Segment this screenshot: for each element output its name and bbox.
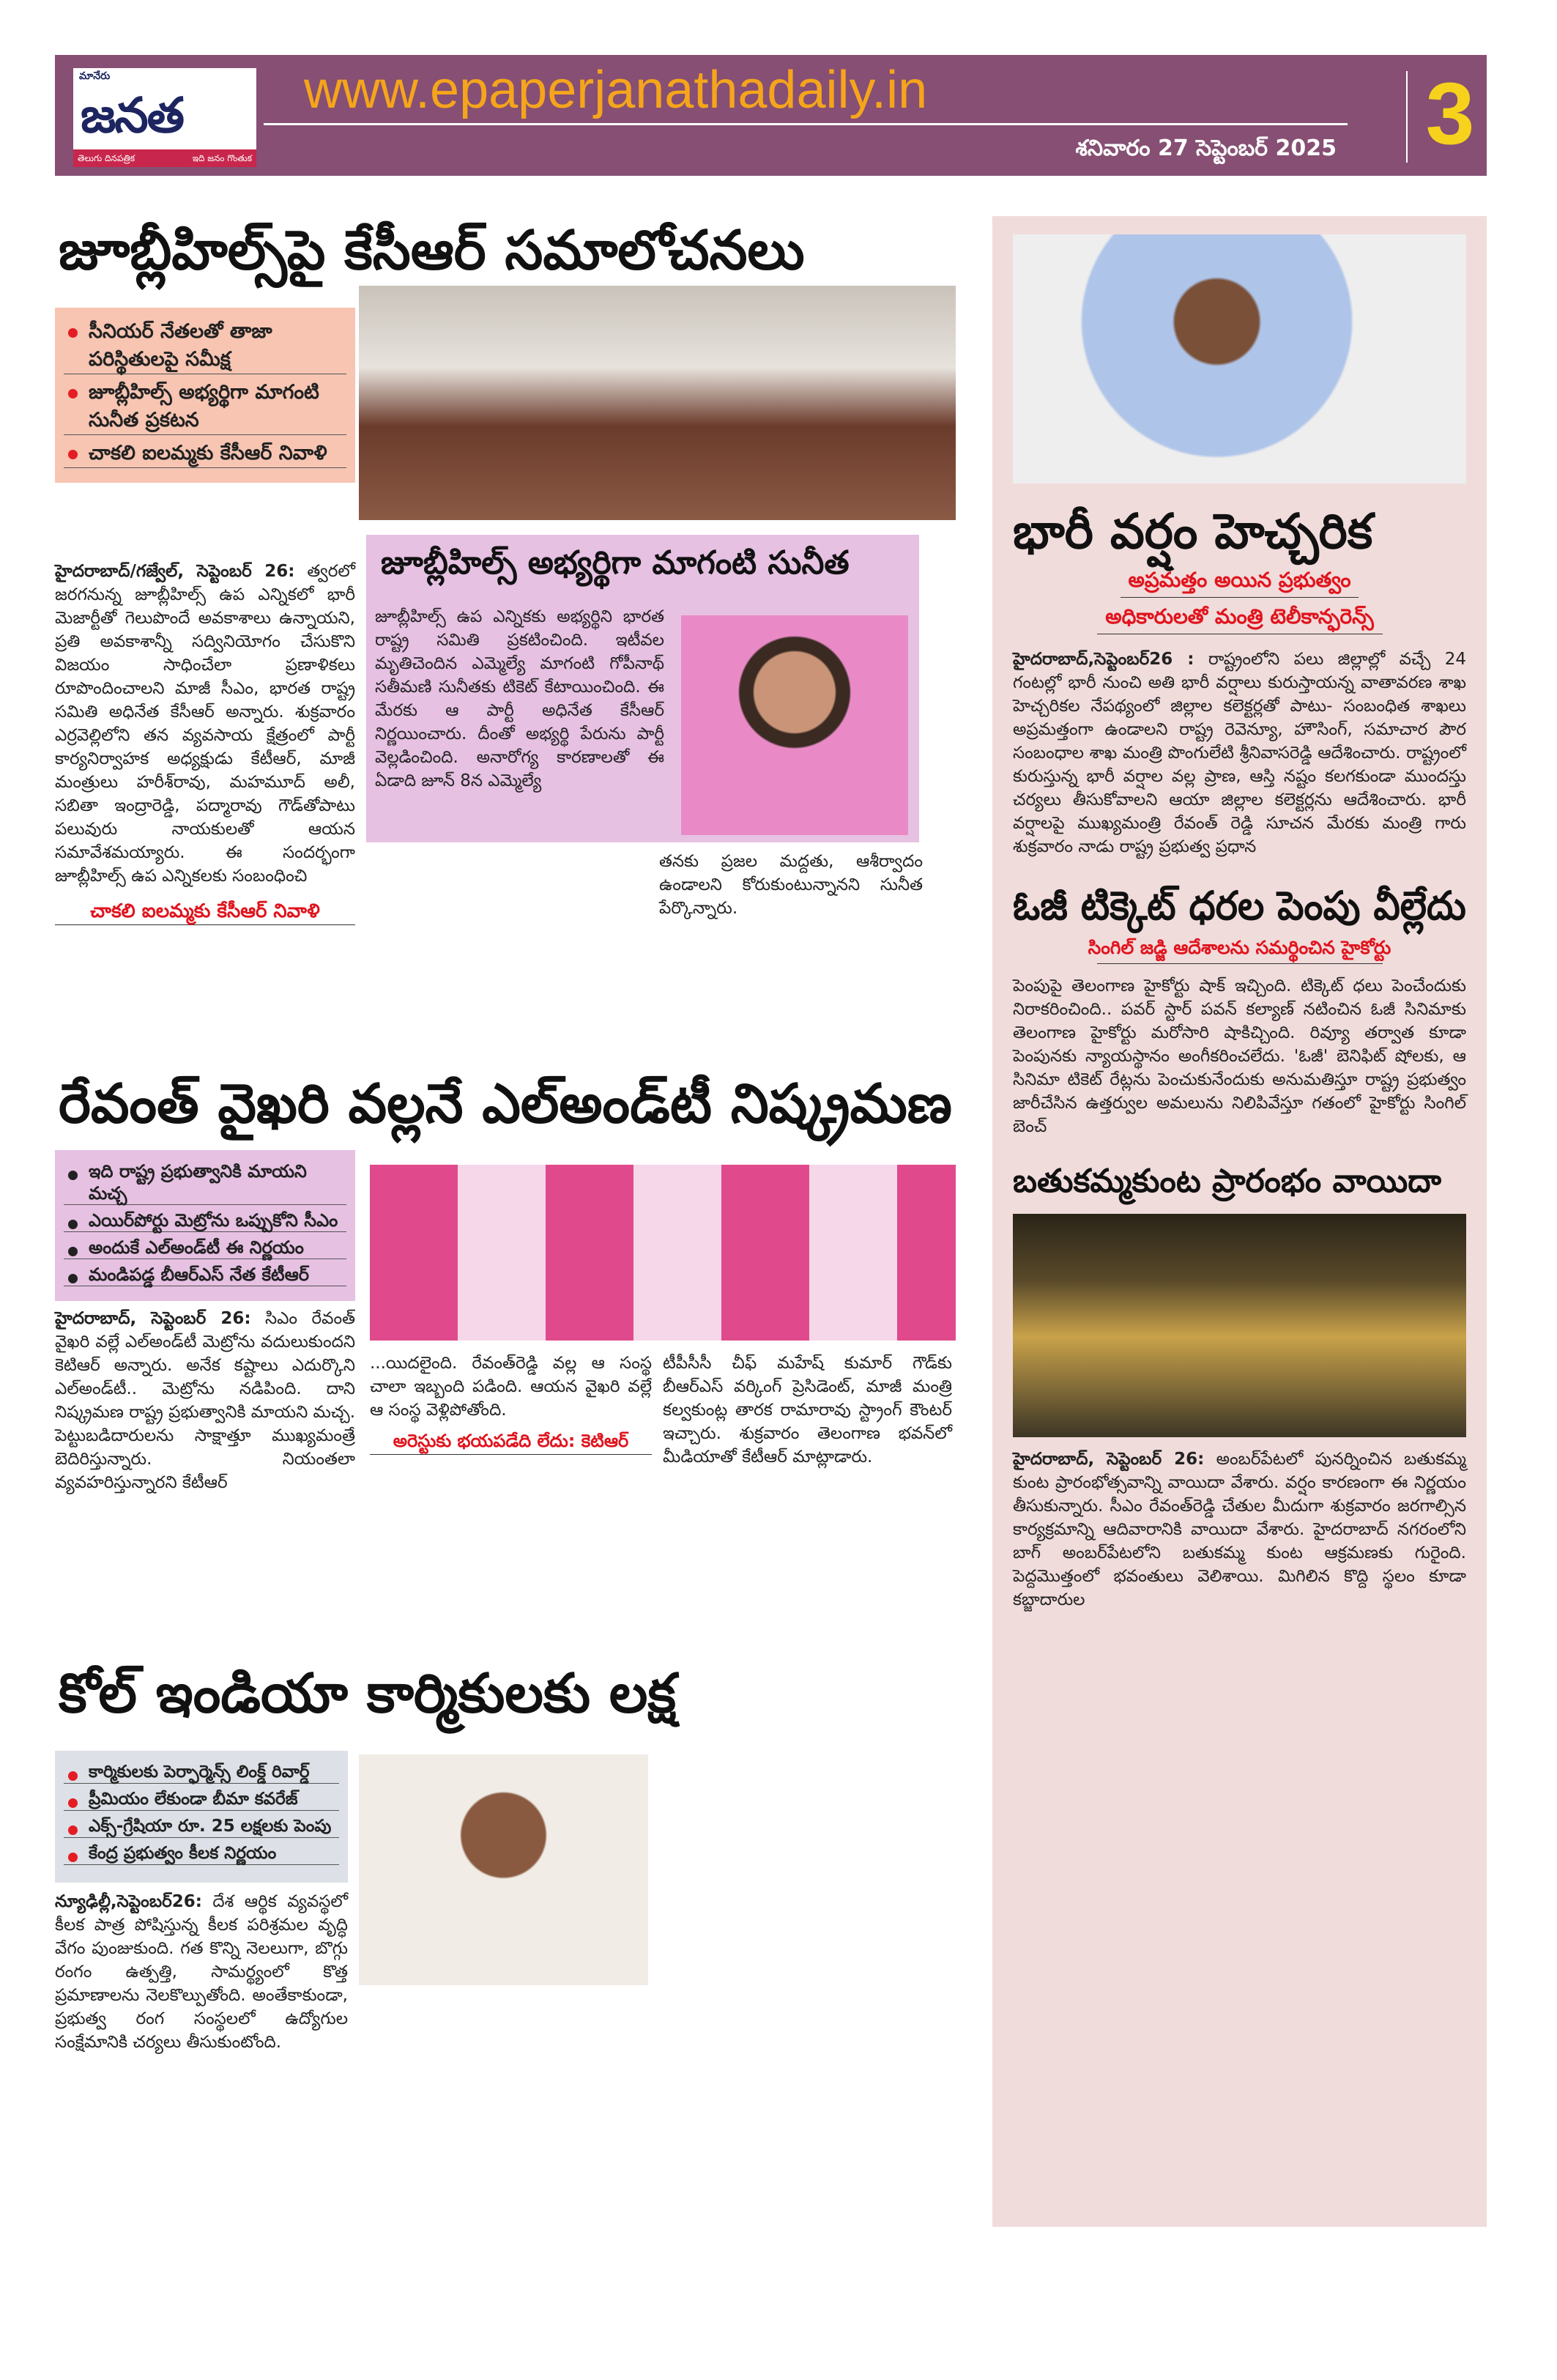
story4-column (55, 1751, 348, 2054)
newspaper-logo (73, 68, 256, 167)
ktr-press-meet-photo (370, 1165, 956, 1341)
story3-middle-column (370, 1352, 652, 1455)
story7-text: అంబర్‌పేటలో పునర్నించిన బతుకమ్మ కుంట ప్రారంభోత్సవాన్ని వాయిదా వేశారు. వర్షం కారణంగా ఈ నిర్ణయం తీసుకున్నారు. సీఎం రేవంత్‌రెడ్డి చేతుల మీదుగా శుక్రవారం జరగాల్సిన కార్యక్రమాన్ని ఆదివారానికి వాయిదా వేశారు. హైదరాబాద్ నగరంలోని బాగ్ అంబర్‌పేటలోని బతుకమ్మ కుంట ఆక్రమణకు గురైంది. పెద్దమొత్తంలో భవంతులు వెలిశాయి. మిగిలిన కొద్ది స్థలం కూడా కబ్జాదారుల (1013, 1449, 1467, 1609)
divider (1121, 597, 1359, 598)
sunitha-photo (681, 615, 908, 835)
story5-subhead2: అధికారులతో మంత్రి టెలీకాన్ఫరెన్స్ (1105, 604, 1374, 629)
story5-text: రాష్ట్రంలోని పలు జిల్లాల్లో వచ్చే 24 గంటల్లో భారీ నుంచి అతి భారీ వర్షాలు కురుస్తాయన్న వాతావరణ శాఖ హెచ్చరికల నేపథ్యంలో జిల్లాల కలెక్టర్లతో పాటు- సంబంధిత శాఖలు అప్రమత్తంగా ఉండాలని రాష్ట్ర రెవెన్యూ, హౌసింగ్, సమాచార పౌర సంబంధాల శాఖ మంత్రి పొంగులేటి శ్రీనివాసరెడ్డి ఆదేశించారు. రాష్ట్రంలో కురుస్తున్న భారీ వర్షాల వల్ల ప్రాణ, ఆస్తి నష్టం కలగకుండా ముందస్తు చర్యలు తీసుకోవాలని ఆయా జిల్లాల కలెక్టర్లను ఆదేశించారు. భారీ వర్షాలపై ముఖ్యమంత్రి రేవంత్ రెడ్డి సూచన మేరకు మంత్రి గారు శుక్రవారం నాడు రాష్ట్ర ప్రభుత్వ ప్రధాన (1013, 650, 1466, 857)
masthead-vertical-divider (1406, 71, 1408, 163)
highlight-item: కేంద్ర ప్రభుత్వం కీలక నిర్ణయం (64, 1842, 339, 1865)
story3-column (55, 1150, 355, 1494)
story7-dateline: హైదరాబాద్, సెప్టెంబర్ 26: (1013, 1449, 1205, 1469)
story1-subhead: చాకలి ఐలమ్మకు కేసీఆర్ నివాళి (55, 898, 355, 925)
sunitha-box (366, 535, 919, 842)
story4-body (55, 1890, 348, 2054)
story6-subhead: సింగిల్ జడ్జి ఆదేశాలను సమర్థించిన హైకోర్టు (1088, 937, 1391, 959)
story6-body: పెంపుపై తెలంగాణ హైకోర్టు షాక్ ఇచ్చింది. టిక్కెట్ ధలు పెంచేందుకు నిరాకరించింది.. పవర్ స్టార్ పవన్ కల్యాణ్ నటించిన ఓజీ సినిమాకు తెలంగాణ హైకోర్టు మరోసారి షాకిచ్చింది. రివ్యూ తర్వాత కూడా పెంపునకు న్యాయస్థానం అంగీకరించలేదు. 'ఓజీ' బెనిఫిట్ షోలకు, ఆ సినిమా టికెట్ రేట్లను పెంచుకునేందుకు అనుమతిస్తూ రాష్ట్ర ప్రభుత్వం జారీచేసిన ఉత్తర్వుల అమలును నిలిపివేస్తూ గతంలో హైకోర్టు సింగిల్ బెంచ్ (1013, 976, 1466, 1137)
highlight-item: జూబ్లీహిల్స్ అభ్యర్థిగా మాగంటి సునీత ప్రకటన (64, 379, 346, 435)
story1-dateline: హైదరాబాద్/గజ్వేల్, సెప్టెంబర్ 26: (55, 562, 295, 581)
highlight-item: ఎక్స్-గ్రేషియా రూ. 25 లక్షలకు పెంపు (64, 1815, 339, 1838)
kcr-meeting-photo (359, 286, 956, 520)
website-url[interactable]: www.epaperjanathadaily.in (304, 61, 928, 119)
story3-text: సిఎం రేవంత్ వైఖరి వల్లే ఎల్అండ్‌టీ మెట్రోను వదులుకుందని కెటిఆర్ అన్నారు. అనేక కష్టాలు ఎదుర్కొని ఎల్అండ్‌టీ.. మెట్రోను నడిపింది. దాని నిష్క్రమణ రాష్ట్ర ప్రభుత్వానికి మాయని మచ్చ. పెట్టుబడిదారులను సాక్షాత్తూ ముఖ్యమంత్రే బెదిరిస్తున్నారు. నియంతలా వ్యవహరిస్తున్నారని కేటీఆర్ (55, 1309, 356, 1492)
highlight-item: సీనియర్ నేతలతో తాజా పరిస్థితులపై సమీక్ష (64, 318, 346, 374)
story3-dateline: హైదరాబాద్, సెప్టెంబర్ 26: (55, 1309, 251, 1328)
story4-text: దేశ ఆర్థిక వ్యవస్థలో కీలక పాత్ర పోషిస్తున్న కీలక పరిశ్రమల వృద్ధి వేగం పుంజుకుంది. గత కొన్ని నెలలుగా, బొగ్గు రంగం ఉత్పత్తి, సామర్థ్యంలో కొత్త ప్రమాణాలను నెలకొల్పుతోంది. అంతేకాకుండా, ప్రభుత్వ రంగ సంస్థలలో ఉద్యోగుల సంక్షేమానికి చర్యలు తీసుకుంటోంది. (55, 1892, 349, 2052)
masthead (55, 55, 1487, 176)
right-column (992, 216, 1487, 2227)
story2-caption: తనకు ప్రజల మద్దతు, ఆశీర్వాదం ఉండాలని కోరుకుంటున్నానని సునీత పేర్కొన్నారు. (659, 852, 923, 918)
story5-dateline: హైదరాబాద్,సెప్టెంబర్26 : (1013, 650, 1194, 670)
logo-left-tag: తెలుగు దినపత్రిక (78, 153, 135, 163)
masthead-divider (264, 123, 1348, 125)
story3-highlights (55, 1150, 355, 1301)
divider (1097, 963, 1383, 964)
logo-tagline-top: మానేరు (79, 70, 111, 82)
highlight-item: ఇది రాష్ట్ర ప్రభుత్వానికి మాయని మచ్చ (64, 1160, 346, 1205)
highlight-item: ప్రీమియం లేకుండా బీమా కవరేజ్ (64, 1788, 339, 1811)
story3-body (55, 1307, 355, 1494)
story3-body-continued: ...యిదలైంది. రేవంత్‌రెడ్డి వల్ల ఆ సంస్థ చాలా ఇబ్బంది పడింది. ఆయన వైఖరి వల్లే ఆ సంస్థ వెళ్లిపోతోంది. (370, 1354, 652, 1420)
story4-headline: కోల్ ఇండియా కార్మికులకు లక్ష (59, 1662, 676, 1725)
story5-body (1013, 648, 1466, 859)
story3-subhead: అరెస్టుకు భయపడేది లేదు: కెటిఆర్ (370, 1429, 652, 1455)
logo-right-tag: ఇది జనం గొంతుక (192, 153, 252, 163)
story1-column (55, 308, 355, 925)
story5-subhead1: అప్రమత్తం అయిన ప్రభుత్వం (1128, 567, 1351, 592)
highlight-item: కార్మికులకు పెర్ఫార్మెన్స్ లింక్డ్ రివార్డ్ (64, 1761, 339, 1784)
story4-dateline: న్యూఢిల్లీ,సెప్టెంబర్26: (55, 1892, 202, 1911)
highlight-item: ఎయిర్‌పోర్టు మెట్రోను ఒప్పుకోని సీఎం (64, 1209, 346, 1232)
story7-headline: బతుకమ్మకుంట ప్రారంభం వాయిదా (1013, 1163, 1441, 1201)
story5-headline: భారీ వర్షం హెచ్చరిక (1013, 503, 1373, 560)
logo-strip (73, 149, 256, 167)
story2-body: జూబ్లీహిల్స్ ఉప ఎన్నికకు అభ్యర్థిని భారత రాష్ట్ర సమితి ప్రకటించింది. ఇటీవల మృతిచెందిన ఎమ్మెల్యే మాగంటి గోపీనాథ్ సతీమణి సునీతకు టికెట్ కేటాయించింది. ఈ మేరకు ఆ పార్టీ అధినేత కేసీఆర్ నిర్ణయించారు. దీంతో అభ్యర్థి పేరును పార్టీ వెల్లడించింది. అనారోగ్య కారణాలతో ఈ ఏడాది జూన్ 8న ఎమ్మెల్యే (375, 607, 664, 790)
story3-body-ktr: టీపీసీసీ చీఫ్ మహేష్ కుమార్ గౌడ్‌కు బీఆర్ఎస్ వర్కింగ్ ప్రెసిడెంట్, మాజీ మంత్రి కల్వకుంట్ల తారక రామారావు స్ట్రాంగ్ కౌంటర్ ఇచ్చారు. శుక్రవారం తెలంగాణ భవన్‌లో మీడియాతో కేటీఆర్ మాట్లాడారు. (663, 1354, 952, 1467)
story6-headline: ఓజీ టిక్కెట్ ధరల పెంపు వీల్లేదు (1013, 883, 1466, 930)
story4-highlights (55, 1751, 348, 1883)
minister-phone-photo (1013, 234, 1466, 483)
page-number: 3 (1425, 64, 1475, 163)
story1-highlights (55, 308, 355, 483)
issue-date: శనివారం 27 సెప్టెంబర్ 2025 (1075, 136, 1337, 161)
bathukamma-kunta-photo (1013, 1214, 1466, 1437)
minister-photo (359, 1754, 648, 1985)
story1-headline: జూబ్లీహిల్స్‌పై కేసీఆర్ సమాలోచనలు (59, 219, 805, 282)
highlight-item: మండిపడ్డ బీఆర్ఎస్ నేత కేటీఆర్ (64, 1264, 346, 1286)
highlight-item: అందుకే ఎల్అండ్‌టీ ఈ నిర్ణయం (64, 1237, 346, 1259)
story1-text: త్వరలో జరగనున్న జూబ్లీహిల్స్ ఉప ఎన్నికలో భారీ మెజార్టీతో గెలుపొందే అవకాశాలు ఉన్నాయని, ప్రతి అవకాశాన్నీ సద్వినియోగం చేసుకొని విజయం సాధించేలా ప్రణాళికలు రూపొందించాలని మాజీ సీఎం, భారత రాష్ట్ర సమితి అధినేత కేసీఆర్ అన్నారు. శుక్రవారం ఎర్రవెల్లిలోని తన వ్యవసాయ క్షేత్రంలో పార్టీ కార్యనిర్వాహక అధ్యక్షుడు కేటీఆర్, మాజీ మంత్రులు హరీశ్‌రావు, మహమూద్ అలీ, సబితా ఇంద్రారెడ్డి, పద్మారావు గౌడ్‌తోపాటు పలువురు నాయకులతో ఆయన సమావేశమయ్యారు. ఈ సందర్భంగా జూబ్లీహిల్స్ ఉప ఎన్నికలకు సంబంధించి (55, 562, 356, 886)
logo-name: జనత (81, 87, 183, 144)
story1-body (55, 560, 355, 888)
highlight-item: చాకలి ఐలమ్మకు కేసీఆర్ నివాళి (64, 440, 346, 468)
story2-headline: జూబ్లీహిల్స్ అభ్యర్థిగా మాగంటి సునీత (381, 544, 850, 582)
story7-body (1013, 1447, 1466, 1612)
story3-headline: రేవంత్ వైఖరి వల్లనే ఎల్అండ్‌టీ నిష్క్రమణ (59, 1072, 952, 1135)
